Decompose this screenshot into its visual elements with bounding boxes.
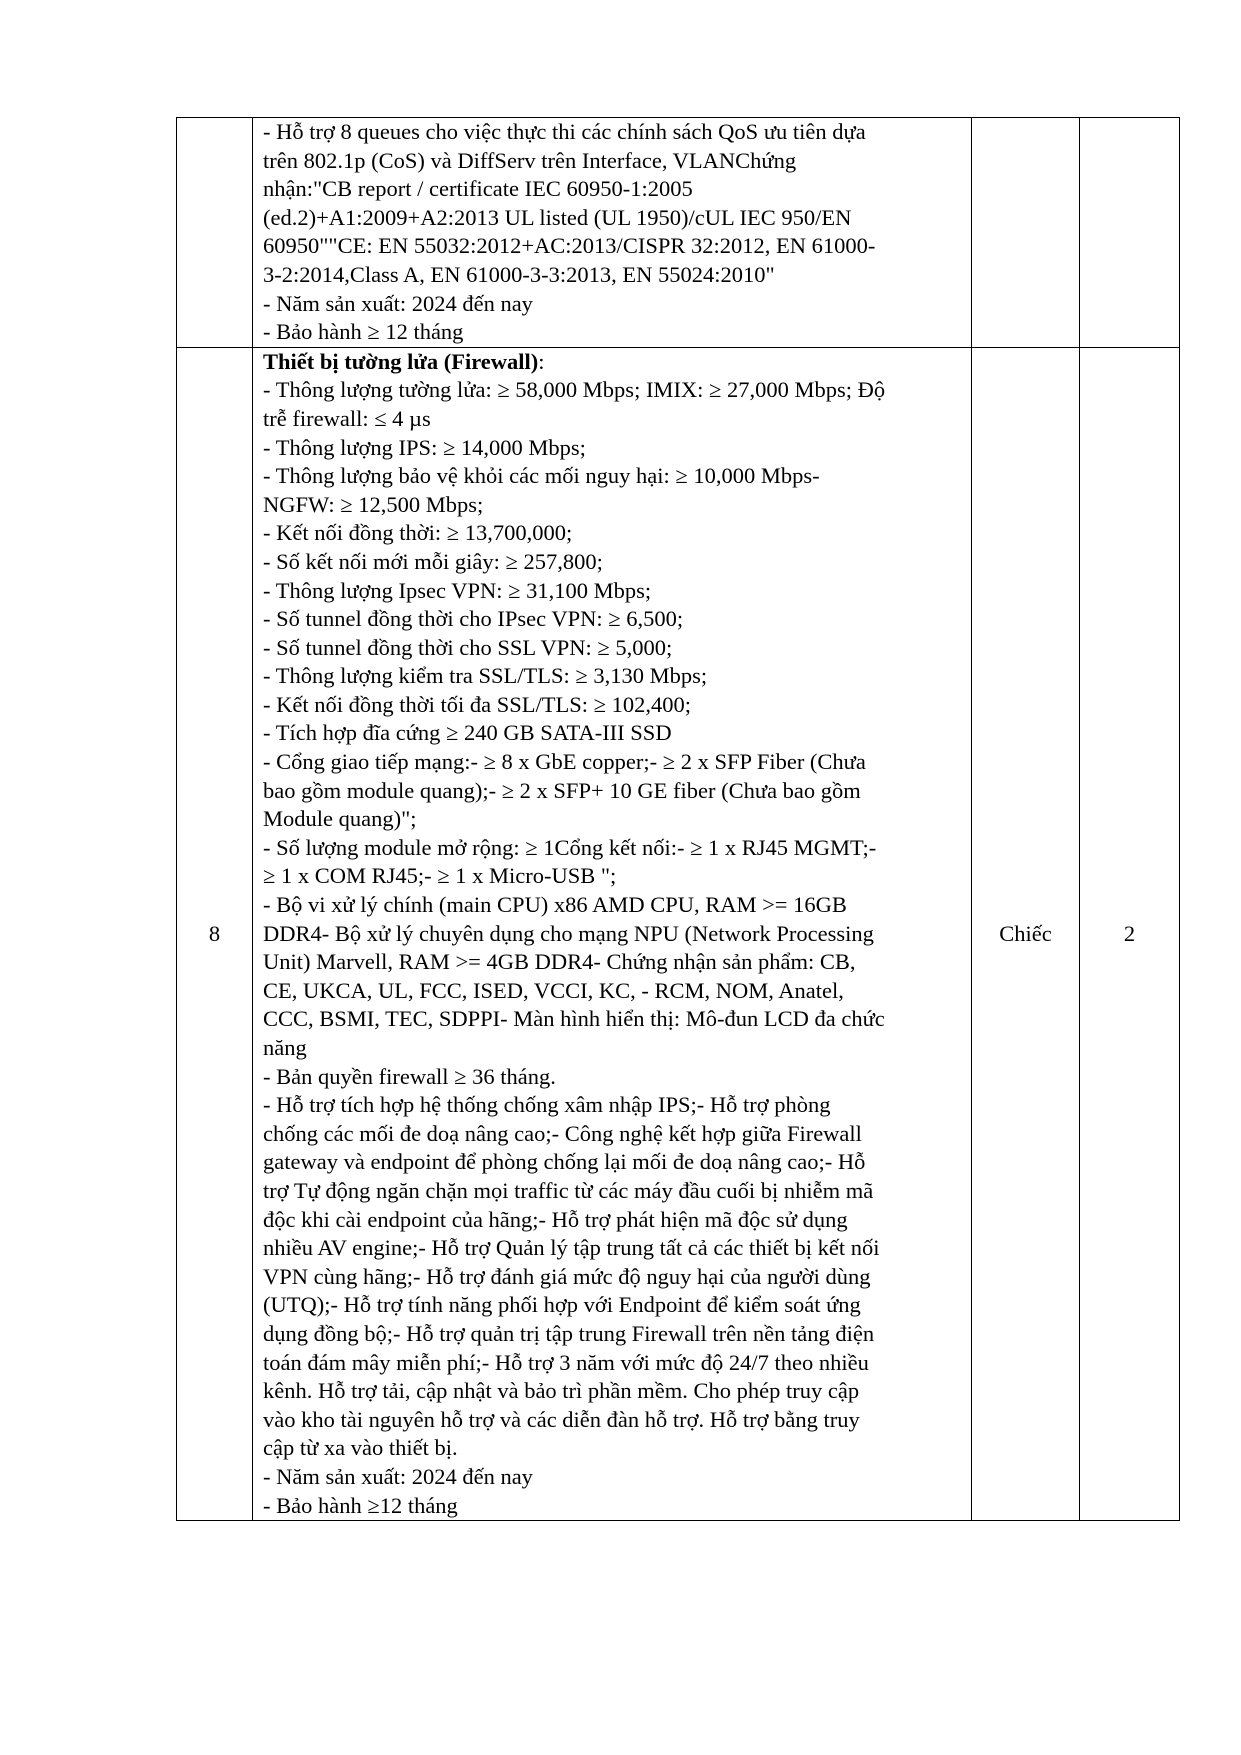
stt-cell: 8 <box>177 347 253 1520</box>
description-line: - Tích hợp đĩa cứng ≥ 240 GB SATA-III SSD <box>263 720 672 746</box>
description-line: cập từ xa vào thiết bị. <box>263 1435 458 1461</box>
table-row <box>177 347 1180 1520</box>
description-cell <box>253 347 972 1520</box>
item-title: Thiết bị tường lửa (Firewall) <box>263 348 539 374</box>
description-line: - Hỗ trợ 8 queues cho việc thực thi các chính sách QoS ưu tiên dựa <box>263 119 866 144</box>
description-line: - Thông lượng IPS: ≥ 14,000 Mbps; <box>263 434 586 460</box>
unit-cell <box>972 118 1080 348</box>
description-line: NGFW: ≥ 12,500 Mbps; <box>263 491 484 517</box>
description-line: - Kết nối đồng thời tối đa SSL/TLS: ≥ 102,400; <box>263 691 691 717</box>
description-line: vào kho tài nguyên hỗ trợ và các diễn đàn hỗ trợ. Hỗ trợ bằng truy <box>263 1406 860 1432</box>
description-cell <box>253 118 972 348</box>
description-line: trên 802.1p (CoS) và DiffServ trên Interface, VLANChứng <box>263 147 797 173</box>
description-line: chống các mối đe doạ nâng cao;- Công nghệ kết hợp giữa Firewall <box>263 1120 862 1146</box>
description-line: ≥ 1 x COM RJ45;- ≥ 1 x Micro-USB "; <box>263 863 617 889</box>
description-line: - Số kết nối mới mỗi giây: ≥ 257,800; <box>263 548 603 574</box>
description-line: - Bộ vi xử lý chính (main CPU) x86 AMD CPU, RAM >= 16GB <box>263 892 847 918</box>
description-line: - Số tunnel đồng thời cho IPsec VPN: ≥ 6,500; <box>263 606 684 632</box>
description-line: toán đám mây miễn phí;- Hỗ trợ 3 năm với mức độ 24/7 theo nhiều <box>263 1349 869 1375</box>
description-line: - Thông lượng Ipsec VPN: ≥ 31,100 Mbps; <box>263 577 652 603</box>
description-line: CE, UKCA, UL, FCC, ISED, VCCI, KC, - RCM, NOM, Anatel, <box>263 977 844 1003</box>
stt-cell <box>177 118 253 348</box>
description-line: trợ Tự động ngăn chặn mọi traffic từ các máy đầu cuối bị nhiễm mã <box>263 1177 874 1203</box>
quantity-cell: 2 <box>1080 347 1180 1520</box>
description-line: bao gồm module quang);- ≥ 2 x SFP+ 10 GE fiber (Chưa bao gồm <box>263 777 861 803</box>
description-line: độc khi cài endpoint của hãng;- Hỗ trợ phát hiện mã độc sử dụng <box>263 1206 848 1232</box>
description-line: - Số tunnel đồng thời cho SSL VPN: ≥ 5,000; <box>263 634 673 660</box>
unit-cell: Chiếc <box>972 347 1080 1520</box>
description-line: - Cổng giao tiếp mạng:- ≥ 8 x GbE copper;- ≥ 2 x SFP Fiber (Chưa <box>263 749 866 775</box>
quantity-cell <box>1080 118 1180 348</box>
spec-table <box>176 117 1180 1521</box>
description-line: - Số lượng module mở rộng: ≥ 1Cổng kết nối:- ≥ 1 x RJ45 MGMT;- <box>263 834 877 860</box>
description-line: năng <box>263 1035 307 1060</box>
description-line: kênh. Hỗ trợ tải, cập nhật và bảo trì phần mềm. Cho phép truy cập <box>263 1378 860 1404</box>
description-line: - Kết nối đồng thời: ≥ 13,700,000; <box>263 520 573 546</box>
description-line: - Thông lượng tường lửa: ≥ 58,000 Mbps; IMIX: ≥ 27,000 Mbps; Độ <box>263 377 886 403</box>
table-row <box>177 118 1180 348</box>
description-line: - Bảo hành ≥ 12 tháng <box>263 319 464 345</box>
description-line: CCC, BSMI, TEC, SDPPI- Màn hình hiển thị: Mô-đun LCD đa chức <box>263 1006 885 1032</box>
description-line: - Thông lượng bảo vệ khỏi các mối nguy hại: ≥ 10,000 Mbps- <box>263 463 820 489</box>
description-line: DDR4- Bộ xử lý chuyên dụng cho mạng NPU (Network Processing <box>263 920 874 946</box>
description-line: - Năm sản xuất: 2024 đến nay <box>263 1463 533 1489</box>
description-line: trễ firewall: ≤ 4 µs <box>263 405 431 431</box>
description-line: - Thông lượng kiểm tra SSL/TLS: ≥ 3,130 Mbps; <box>263 663 708 689</box>
description-line: 60950""CE: EN 55032:2012+AC:2013/CISPR 32:2012, EN 61000- <box>263 233 876 259</box>
description-line: nhiều AV engine;- Hỗ trợ Quản lý tập trung tất cả các thiết bị kết nối <box>263 1235 880 1261</box>
description-line: - Năm sản xuất: 2024 đến nay <box>263 290 533 316</box>
description-line: (ed.2)+A1:2009+A2:2013 UL listed (UL 1950)/cUL IEC 950/EN <box>263 204 852 230</box>
description-line: VPN cùng hãng;- Hỗ trợ đánh giá mức độ nguy hại của người dùng <box>263 1263 871 1289</box>
description-line: - Hỗ trợ tích hợp hệ thống chống xâm nhập IPS;- Hỗ trợ phòng <box>263 1092 831 1118</box>
description-line: 3-2:2014,Class A, EN 61000-3-3:2013, EN 55024:2010" <box>263 261 775 287</box>
description-line: Module quang)"; <box>263 806 417 832</box>
item-title-line <box>263 348 957 377</box>
description-line: - Bản quyền firewall ≥ 36 tháng. <box>263 1063 556 1089</box>
description-line: nhận:"CB report / certificate IEC 60950-1:2005 <box>263 176 693 202</box>
item-title-suffix: : <box>538 348 545 374</box>
description-line: (UTQ);- Hỗ trợ tính năng phối hợp với Endpoint để kiểm soát ứng <box>263 1292 861 1318</box>
description-line: Unit) Marvell, RAM >= 4GB DDR4- Chứng nhận sản phẩm: CB, <box>263 949 856 975</box>
description-line: dụng đồng bộ;- Hỗ trợ quản trị tập trung Firewall trên nền tảng điện <box>263 1320 875 1346</box>
description-line: - Bảo hành ≥12 tháng <box>263 1492 458 1518</box>
description-line: gateway và endpoint để phòng chống lại mối đe doạ nâng cao;- Hỗ <box>263 1149 866 1175</box>
